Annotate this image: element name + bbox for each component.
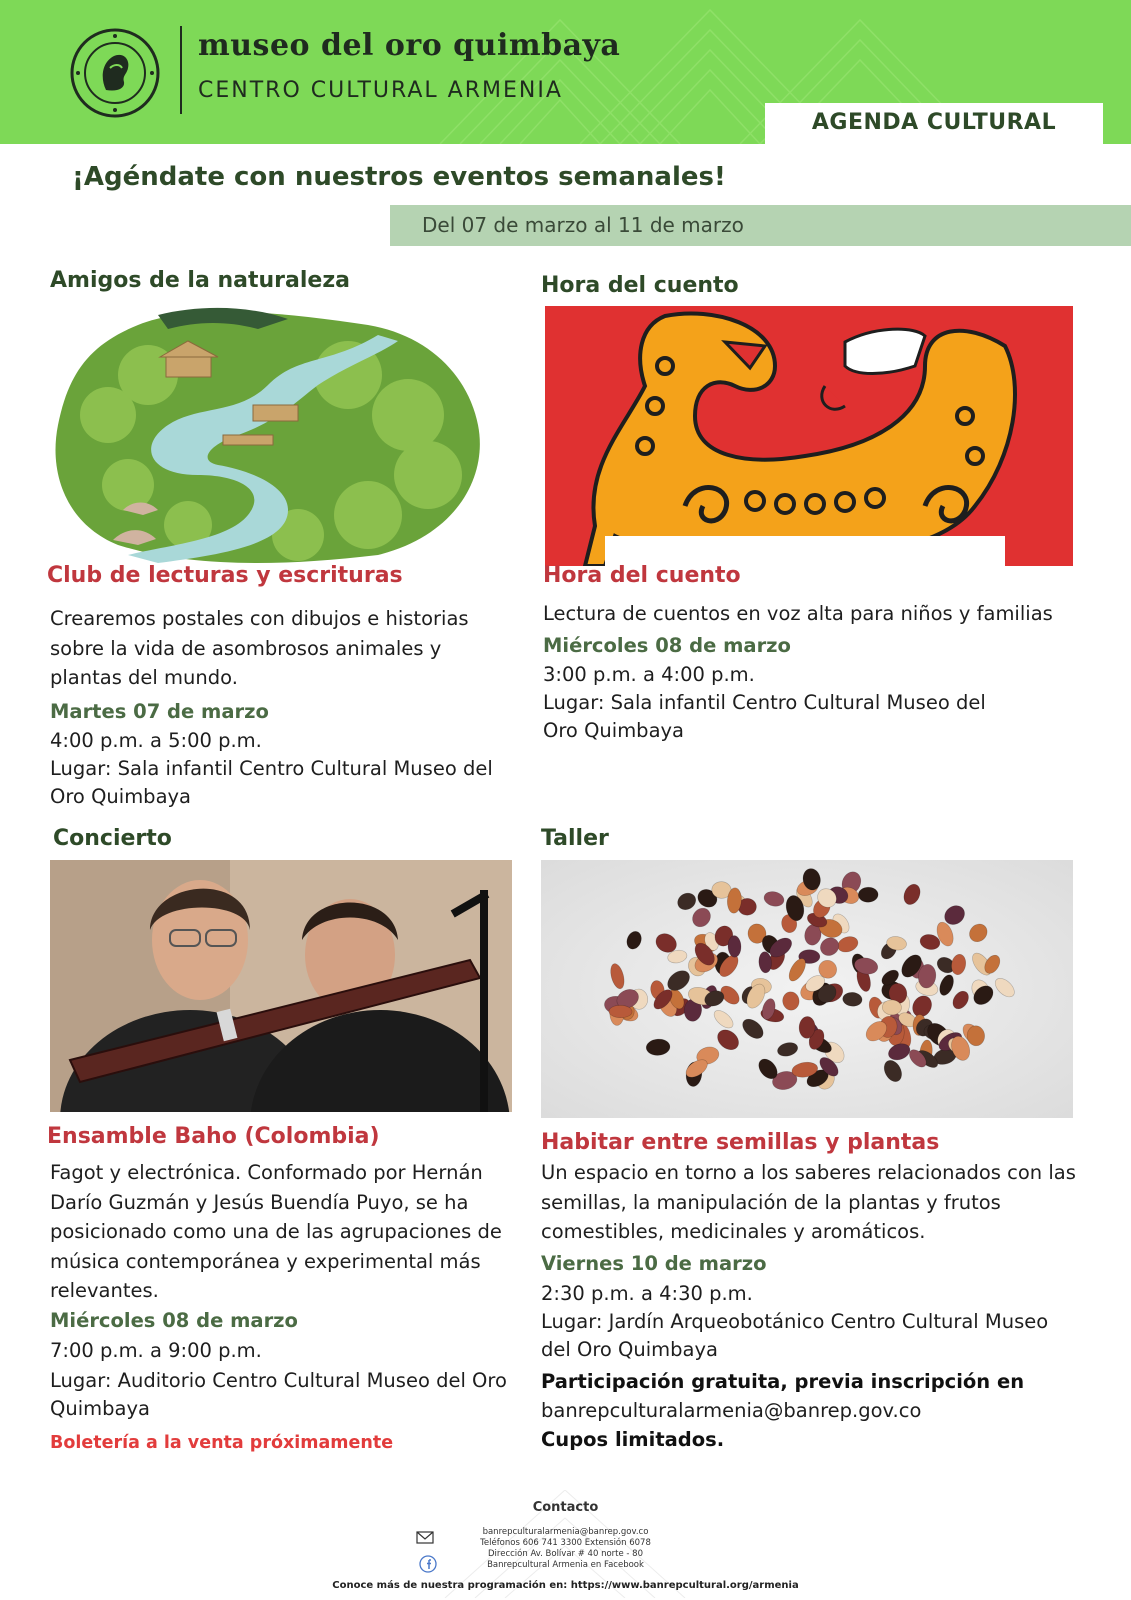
event-title: Hora del cuento: [543, 563, 741, 588]
limited-spots: Cupos limitados.: [541, 1428, 725, 1451]
event-title: Habitar entre semillas y plantas: [541, 1130, 940, 1155]
event-description: Un espacio en torno a los saberes relacionados con las semillas, la manipulación de la plantas y frutos comestibles, medicinales y aromáticos.: [541, 1161, 1076, 1243]
event-title: Ensamble Baho (Colombia): [47, 1124, 380, 1149]
category-heading: Hora del cuento: [541, 273, 739, 298]
category-heading: Concierto: [53, 826, 172, 851]
signup-text: Participación gratuita, previa inscripción en: [541, 1370, 1025, 1393]
event-description: Fagot y electrónica. Conformado por Hernán Darío Guzmán y Jesús Buendía Puyo, se ha posicionado como una de las agrupaciones de música contemporánea y experimental más relevantes.: [50, 1161, 502, 1302]
event-date: Miércoles 08 de marzo: [50, 1309, 298, 1332]
ticket-note: Boletería a la venta próximamente: [50, 1433, 394, 1453]
header-divider: [180, 26, 182, 114]
event-time: 4:00 p.m. a 5:00 p.m.: [50, 729, 262, 752]
category-heading: Taller: [541, 826, 609, 851]
banco-republica-seal-icon: [70, 28, 160, 118]
event-time: 2:30 p.m. a 4:30 p.m.: [541, 1282, 753, 1305]
agenda-label: AGENDA CULTURAL: [811, 110, 1057, 135]
event-place: Lugar: Jardín Arqueobotánico Centro Cultural Museo del Oro Quimbaya: [541, 1310, 1049, 1361]
date-range: Del 07 de marzo al 11 de marzo: [422, 213, 744, 237]
jaguar-textile-image: [545, 306, 1073, 566]
footer-address: Dirección Av. Bolívar # 40 norte - 80: [488, 1549, 643, 1559]
footer-phone: Teléfonos 606 741 3300 Extensión 6078: [480, 1538, 651, 1548]
footer-more-link[interactable]: Conoce más de nuestra programación en: https://www.banrepcultural.org/armenia: [332, 1580, 799, 1591]
river-illustration: [48, 305, 488, 567]
event-title: Club de lecturas y escrituras: [47, 563, 403, 588]
page-headline: ¡Agéndate con nuestros eventos semanales!: [72, 162, 726, 192]
center-name: CENTRO CULTURAL ARMENIA: [198, 78, 563, 103]
category-heading: Amigos de la naturaleza: [50, 268, 350, 293]
event-date: Viernes 10 de marzo: [541, 1252, 767, 1275]
bean: [882, 1000, 902, 1016]
event-description: Lectura de cuentos en voz alta para niños y familias: [543, 602, 1053, 625]
event-place: Lugar: Auditorio Centro Cultural Museo del Oro Quimbaya: [50, 1369, 507, 1420]
event-description: Crearemos postales con dibujos e historias sobre la vida de asombrosos animales y plantas del mundo.: [50, 607, 469, 689]
event-place: Lugar: Sala infantil Centro Cultural Museo del Oro Quimbaya: [50, 757, 493, 808]
event-time: 7:00 p.m. a 9:00 p.m.: [50, 1339, 262, 1362]
bean: [858, 887, 878, 903]
bean: [609, 1005, 632, 1018]
musicians-photo: [50, 860, 512, 1112]
footer-email[interactable]: banrepculturalarmenia@banrep.gov.co: [482, 1527, 649, 1537]
seeds-photo: [541, 860, 1073, 1118]
footer-title: Contacto: [532, 1500, 599, 1515]
event-date: Miércoles 08 de marzo: [543, 634, 791, 657]
footer-facebook[interactable]: Banrepcultural Armenia en Facebook: [487, 1560, 644, 1570]
event-date: Martes 07 de marzo: [50, 700, 269, 723]
event-time: 3:00 p.m. a 4:00 p.m.: [543, 663, 755, 686]
museum-name: museo del oro quimbaya: [198, 28, 621, 63]
event-place: Lugar: Sala infantil Centro Cultural Museo del Oro Quimbaya: [543, 691, 986, 742]
signup-email-link[interactable]: banrepculturalarmenia@banrep.gov.co: [541, 1399, 922, 1422]
